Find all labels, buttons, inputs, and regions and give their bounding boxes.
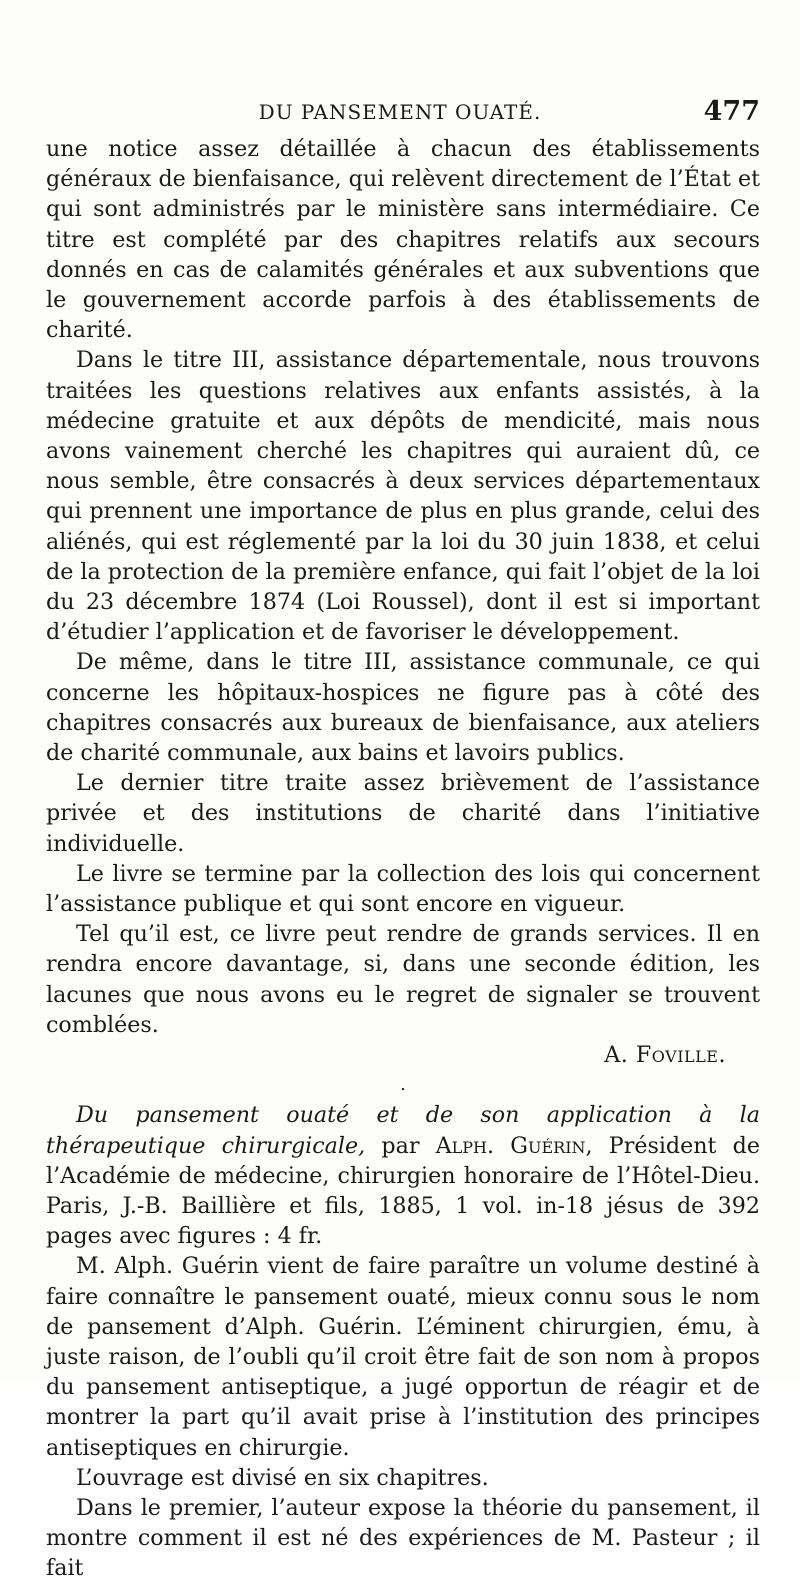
review2-paragraph-1: M. Alph. Guérin vient de faire paraître un volume destiné à faire connaître le pansement ouaté, mieux connu sous le nom de pansement d’Alph. Guérin. L’éminent chirurgien, ému, à juste raison, de l’oubli qu’il croit être fait de son nom à propos du pansement antiseptique, a jugé opportun de réagir et de montrer la part qu’il avait prise à l’institution des principes antiseptiques en chirurgie. [46, 1253, 760, 1461]
review1-paragraph-6: Tel qu’il est, ce livre peut rendre de grands services. Il en rendra encore davantage, si, dans une seconde édition, les lacunes que nous avons eu le regret de signaler se trouvent comblées. [46, 921, 760, 1038]
review1-paragraph-5: Le livre se termine par la collection des lois qui concernent l’assistance publique et qui sont encore en vigueur. [46, 860, 760, 918]
review2-citation [46, 1100, 760, 1251]
review2-paragraph-2: L’ouvrage est divisé en six chapitres. [76, 1464, 489, 1491]
book-author: Alph. Guérin [435, 1132, 586, 1159]
review1-signature: A. Foville. [604, 1042, 726, 1069]
body-text [46, 134, 760, 1584]
running-title: DU PANSEMENT OUATÉ. [258, 100, 542, 124]
page-header [0, 96, 800, 130]
review1-paragraph-4: Le dernier titre traite assez brièvement de l’assistance privée et des institutions de charité dans l’initiative individuelle. [46, 770, 760, 857]
review1-paragraph-2: Dans le titre III, assistance départementale, nous trouvons traitées les questions relatives aux enfants assistés, à la médecine gratuite et aux dépôts de mendicité, mais nous avons vainement cherché les chapitres qui auraient dû, ce nous semble, être consacrés à deux services départementaux qui prennent une importance de plus en plus grande, celui des aliénés, qui est réglementé par la loi du 30 juin 1838, et celui de la protection de la première enfance, qui fait l’objet de la loi du 23 décembre 1874 (Loi Roussel), dont il est si important d’étudier l’application et de favoriser le développement. [46, 347, 760, 646]
book-title: Du pansement ouaté et de son application à la thérapeutique chirurgicale, [46, 1102, 760, 1159]
page-number: 477 [703, 96, 760, 127]
section-separator: . [400, 1074, 406, 1096]
review1-paragraph-3: De même, dans le titre III, assistance communale, ce qui concerne les hôpitaux-hospices ne figure pas à côté des chapitres consacrés aux bureaux de bienfaisance, aux ateliers de charité communale, aux bains et lavoirs publics. [46, 649, 760, 767]
review1-paragraph-1: une notice assez détaillée à chacun des établissements généraux de bienfaisance, qui relèvent directement de l’État et qui sont administrés par le ministère sans intermédiaire. Ce titre est complété par des chapitres relatifs aux secours donnés en cas de calamités générales et aux subventions que le gouvernement accorde parfois à des établissements de charité. [46, 136, 761, 344]
citation-details: , Président de l’Académie de médecine, chirurgien honoraire de l’Hôtel-Dieu. Paris, J.-B. Baillière et fils, 1885, 1 vol. in-18 jésus de 392 pages avec figures : 4 fr. [46, 1132, 761, 1250]
citation-by: par [365, 1132, 436, 1159]
review2-paragraph-3: Dans le premier, l’auteur expose la théorie du pansement, il montre comment il est né des expériences de M. Pasteur ; il fait [46, 1494, 760, 1582]
